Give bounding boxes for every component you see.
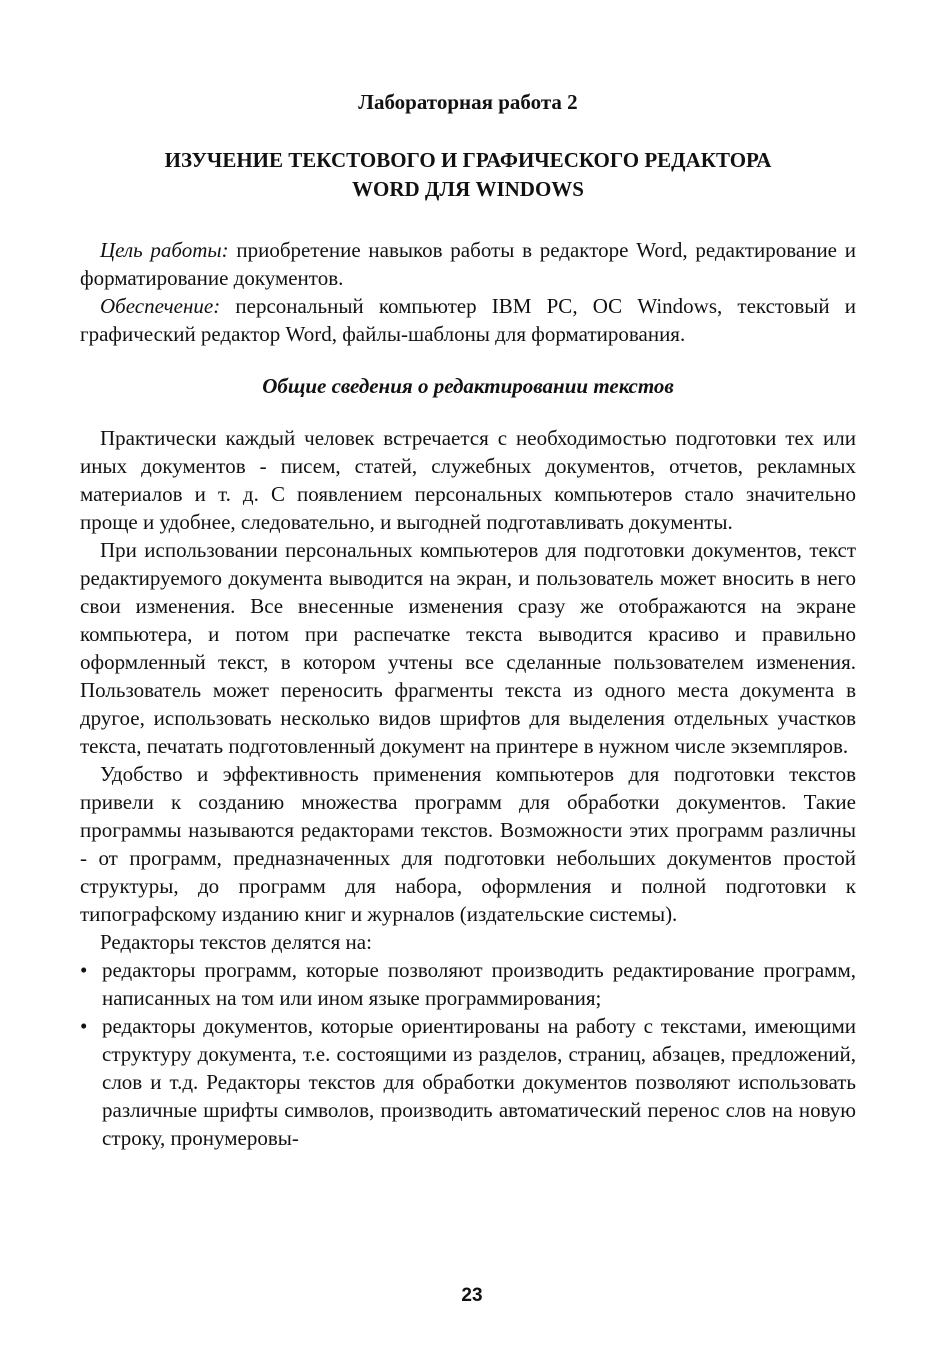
goal-text: приобретение навыков работы в редакторе Word, редактирование и форматирование документов. [80, 238, 857, 290]
page-content [80, 88, 856, 1152]
body-paragraph-3: Удобство и эффективность применения компьютеров для подготовки текстов привели к созданию множества программ для обработки документов. Такие программы называются редакторами текстов. Возможности этих программ различны - от программ, предназначенных для подготовки небольших документов простой структуры, до программ для набора, оформления и полной подготовки к типографскому изданию книг и журналов (издательские системы). [80, 762, 856, 926]
lab-title: Лабораторная работа 2 [358, 90, 578, 114]
provision-label: Обеспечение: [100, 294, 221, 318]
provision-paragraph [80, 292, 856, 348]
body-paragraph-4: Редакторы текстов делятся на: [100, 930, 372, 954]
goal-paragraph [80, 236, 856, 292]
main-title-line1: ИЗУЧЕНИЕ ТЕКСТОВОГО И ГРАФИЧЕСКОГО РЕДАКТОРА [164, 148, 772, 172]
list-item-text: редакторы программ, которые позволяют производить редактирование программ, написанных на том или ином языке программирования; [102, 958, 856, 1010]
body-paragraph-1: Практически каждый человек встречается с необходимостью подготовки тех или иных документов - писем, статей, служебных документов, отчетов, рекламных материалов и т. д. С появлением персональных компьютеров стало значительно проще и удобнее, следовательно, и выгодней подготавливать документы. [80, 426, 856, 534]
main-title [80, 146, 856, 204]
main-title-line2: WORD ДЛЯ WINDOWS [352, 177, 584, 201]
list-item-text: редакторы документов, которые ориентированы на работу с текстами, имеющими структуру документа, т.е. состоящими из разделов, страниц, абзацев, предложений, слов и т.д. Редакторы текстов для обработки документов позволяют использовать различные шрифты символов, производить автоматический перенос слов на новую строку, пронумеровы- [102, 1014, 856, 1150]
bullet-icon: • [80, 958, 88, 982]
list-item [80, 1012, 856, 1152]
body-text [80, 424, 856, 1152]
goal-label: Цель работы: [100, 238, 229, 262]
section-heading: Общие сведения о редактировании текстов [262, 374, 674, 398]
provision-text: персональный компьютер IBM PC, ОС Windows, текстовый и графический редактор Word, файлы-шаблоны для форматирования. [80, 294, 857, 346]
list-item [80, 956, 856, 1012]
bullet-icon: • [80, 1014, 88, 1038]
editor-types-list [80, 956, 856, 1152]
page-number: 23 [461, 1285, 483, 1306]
body-paragraph-2: При использовании персональных компьютеров для подготовки документов, текст редактируемого документа выводится на экран, и пользователь может вносить в него свои изменения. Все внесенные изменения сразу же отображаются на экране компьютера, и потом при распечатке текста выводится красиво и правильно оформленный текст, в котором учтены все сделанные пользователем изменения. Пользователь может переносить фрагменты текста из одного места документа в другое, использовать несколько видов шрифтов для выделения отдельных участков текста, печатать подготовленный документ на принтере в нужном числе экземпляров. [80, 538, 856, 758]
